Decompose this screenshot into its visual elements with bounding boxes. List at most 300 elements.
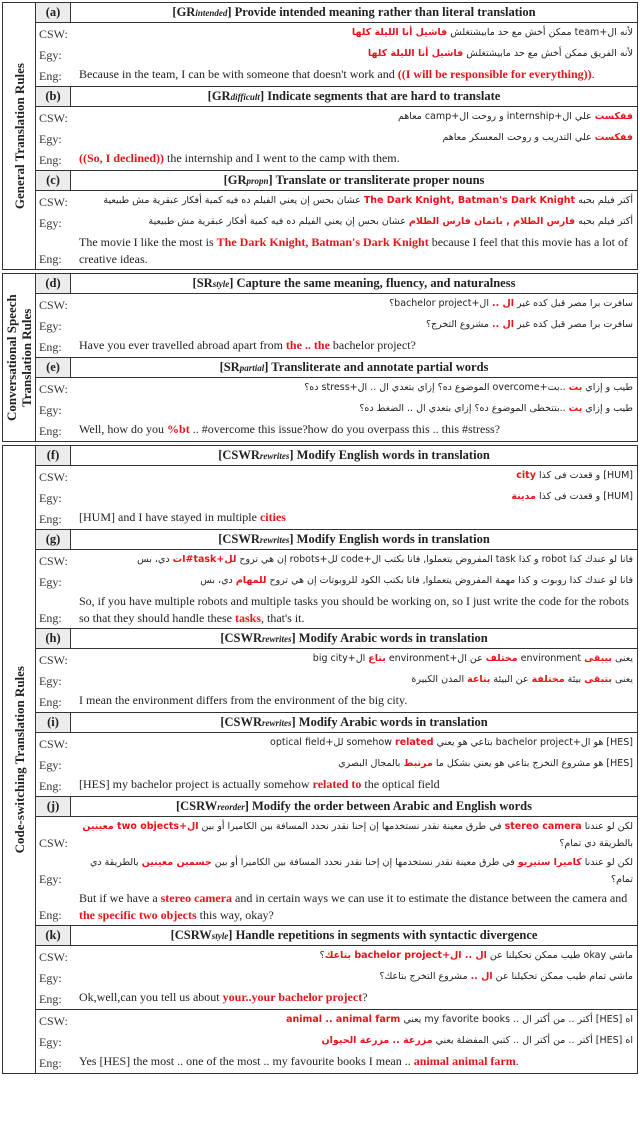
rule-subscript: partial — [239, 363, 265, 373]
text-segment: لل+optical field — [270, 737, 347, 748]
rule-tag: [GR — [223, 173, 247, 187]
text-segment: bachelor project? — [329, 338, 416, 352]
row-label: CSW: — [39, 950, 68, 964]
highlighted-segment: animal .. animal farm — [286, 1014, 401, 1025]
text-segment: [HES] هو ال+bachelor project بتاعي هو يعني somehow — [346, 737, 633, 748]
row-label: Eng: — [39, 424, 62, 438]
rule-tag: [CSWR — [220, 631, 262, 645]
text-segment: لكن لو عندنا — [581, 857, 633, 868]
row-text — [79, 467, 637, 486]
section-id: (d) — [36, 274, 71, 293]
text-segment: فانا لو عندك كذا robot و كذا task المفروض يتعملوا, فانا بكتب ال+code لل+robots إن هي تروح — [236, 554, 633, 565]
example-row — [36, 212, 637, 233]
rule-subscript: intended — [195, 8, 228, 18]
row-label: Eng: — [39, 908, 62, 922]
section-id: (f) — [36, 446, 71, 465]
row-text — [79, 213, 637, 232]
row-text — [79, 24, 637, 43]
highlighted-segment: related to — [312, 777, 362, 791]
row-text — [79, 337, 637, 356]
section-id: (g) — [36, 530, 71, 549]
example-row — [36, 550, 637, 571]
rule-section — [36, 170, 637, 269]
text-segment: عن البيئة — [490, 674, 532, 685]
text-segment: ال+bachelor project؟ — [389, 298, 492, 309]
highlighted-segment: بتاع — [368, 653, 386, 664]
rule-subscript: propn — [246, 176, 269, 186]
highlighted-segment: city — [516, 470, 536, 481]
text-segment: عشان بحس إن يعني الفيلم ده فيه كمية أفكار عبقرية مش طبيعية — [103, 195, 364, 206]
row-text — [79, 890, 637, 924]
rule-description: ] Modify Arabic words in translation — [291, 631, 488, 645]
text-segment: اه [HES] أكتر .. من أكتر ال .. my favorite books يعني — [400, 1014, 633, 1025]
row-text — [79, 1032, 637, 1051]
translation-rules-table — [2, 2, 638, 1077]
text-segment: ماشي تمام طيب ممكن تحكيلنا عن — [492, 971, 633, 982]
highlighted-segment: لل+task#ات — [172, 554, 237, 565]
rule-section — [36, 274, 637, 357]
section-header — [36, 357, 637, 378]
row-text — [79, 150, 637, 169]
section-title — [71, 629, 637, 648]
row-text — [79, 989, 637, 1008]
rule-section — [36, 3, 637, 86]
text-segment: بالطريقة دي تمام؟ — [90, 857, 633, 885]
rule-section — [36, 628, 637, 712]
text-segment: I mean the environment differs from the environment of the big city. — [79, 693, 408, 707]
row-label: CSW: — [39, 111, 68, 125]
text-segment: مشروع التخرج بتاعك؟ — [379, 971, 471, 982]
highlighted-segment: ففكست — [594, 111, 633, 122]
row-label: CSW: — [39, 737, 68, 751]
text-segment: مشروع التخرج؟ — [425, 319, 492, 330]
text-segment: this way, okay? — [196, 908, 274, 922]
section-header — [36, 796, 637, 817]
row-label: CSW: — [39, 298, 68, 312]
text-segment: Yes [HES] the most .. one of the most .. my favourite books I mean .. — [79, 1054, 414, 1068]
highlighted-segment: كاميرا ستيريو — [517, 857, 582, 868]
row-text — [79, 776, 637, 795]
text-segment: Have you ever travelled abroad apart from — [79, 338, 286, 352]
example-row — [36, 670, 637, 691]
highlighted-segment: فاشيل أنا الليلة كلها — [351, 27, 448, 38]
text-segment: سافرت برا مصر قبل كده غير — [514, 298, 633, 309]
rule-description: ] Modify English words in translation — [289, 448, 490, 462]
text-segment: the internship and I went to the camp with them. — [164, 151, 400, 165]
text-segment: The movie I like the most is — [79, 235, 217, 249]
highlighted-segment: مختلفة — [531, 674, 565, 685]
rule-description: ] Transliterate and annotate partial words — [264, 360, 489, 374]
rule-description: ] Modify Arabic words in translation — [291, 715, 488, 729]
row-text — [79, 129, 637, 148]
example-row — [36, 149, 637, 170]
rule-section — [36, 86, 637, 170]
text-segment: and in certain ways we can use it to estimate the distance between the camera and — [232, 891, 628, 905]
highlighted-segment: مدينة — [511, 491, 536, 502]
example-row — [36, 967, 637, 988]
row-text — [79, 400, 637, 419]
row-label: Egy: — [39, 132, 62, 146]
rule-tag: [CSWR — [218, 448, 260, 462]
highlighted-segment: cities — [259, 510, 286, 524]
highlighted-segment: مختلف — [485, 653, 518, 664]
rule-description: ] Capture the same meaning, fluency, and naturalness — [229, 276, 516, 290]
highlighted-segment: بت — [568, 382, 583, 393]
row-text — [79, 947, 637, 966]
rule-description: ] Handle repetitions in segments with syntactic divergence — [228, 928, 538, 942]
text-segment: So, if you have multiple robots and multiple tasks you should be working on, so I just write the code for the robots so that they should handle these — [79, 594, 629, 625]
row-text — [79, 108, 637, 127]
rule-group — [2, 273, 638, 442]
text-segment: بيئة — [564, 674, 585, 685]
text-segment: علي التدريب و روحت المعسكر معاهم — [442, 132, 595, 143]
highlighted-segment: ال+two objects معينين — [82, 821, 199, 832]
example-row — [36, 988, 637, 1009]
highlighted-segment: stereo camera — [160, 891, 233, 905]
highlighted-segment: %bt — [167, 422, 190, 436]
text-segment: بالمجال البصري — [338, 758, 404, 769]
row-label: Egy: — [39, 1035, 62, 1049]
section-title — [71, 358, 637, 377]
row-text — [79, 192, 637, 211]
highlighted-segment: tasks — [234, 611, 261, 625]
row-label: Eng: — [39, 1056, 62, 1070]
text-segment: أكتر فيلم بحبه — [575, 216, 633, 227]
example-row — [36, 775, 637, 796]
section-id: (k) — [36, 926, 71, 945]
rule-subscript: difficult — [230, 92, 260, 102]
example-row — [36, 128, 637, 149]
section-title — [71, 446, 637, 465]
section-title — [71, 3, 637, 22]
text-segment: Well, how do you — [79, 422, 168, 436]
section-title — [71, 713, 637, 732]
example-row — [36, 592, 637, 628]
highlighted-segment: جسمين معينين — [141, 857, 212, 868]
text-segment: ..بتتخطى الموضوع ده؟ إزاي بتعدي ال .. الضغط ده؟ — [359, 403, 569, 414]
example-row — [36, 649, 637, 670]
example-row — [36, 191, 637, 212]
example-row — [36, 378, 637, 399]
section-header — [36, 3, 637, 23]
row-text — [79, 421, 637, 440]
highlighted-segment: بتبقى — [584, 674, 612, 685]
highlighted-segment: مرتبط — [403, 758, 433, 769]
text-segment: سافرت برا مصر قبل كده غير — [514, 319, 633, 330]
example-row — [36, 571, 637, 592]
row-label: CSW: — [39, 27, 68, 41]
example-row — [36, 315, 637, 336]
row-label: Eng: — [39, 512, 62, 526]
text-segment: [HES] my bachelor project is actually somehow — [79, 777, 313, 791]
example-row — [36, 420, 637, 441]
row-text — [79, 1011, 637, 1030]
rule-subscript: rewrites — [259, 535, 290, 545]
row-text — [79, 650, 637, 669]
highlighted-segment: your..your bachelor project — [222, 990, 363, 1004]
row-label: CSW: — [39, 653, 68, 667]
row-label: Egy: — [39, 872, 62, 886]
row-label: Eng: — [39, 992, 62, 1006]
text-segment: بالطريقة دي تمام؟ — [559, 838, 633, 849]
row-text — [79, 818, 637, 852]
row-label: Egy: — [39, 491, 62, 505]
row-label: Eng: — [39, 340, 62, 354]
text-segment: ال+big city — [312, 653, 369, 664]
group-body — [36, 446, 637, 1073]
highlighted-segment: The Dark Knight, Batman's Dark Knight — [363, 195, 576, 206]
section-id: (c) — [36, 171, 71, 190]
row-text — [79, 45, 637, 64]
example-row — [36, 294, 637, 315]
example-row — [36, 946, 637, 967]
section-header — [36, 170, 637, 191]
row-label: Eng: — [39, 695, 62, 709]
section-title — [71, 797, 637, 816]
section-header — [36, 529, 637, 550]
example-row — [36, 1052, 637, 1073]
text-segment: [HES] هو مشروع التخرج بتاعي هو يعني بشكل ما — [432, 758, 633, 769]
row-text — [79, 671, 637, 690]
rule-subscript: style — [212, 279, 230, 289]
rule-description: ] Modify English words in translation — [289, 532, 490, 546]
rule-tag: [CSRW — [175, 799, 218, 813]
text-segment: المدن الكبيرة — [411, 674, 468, 685]
text-segment: أكتر فيلم بحبه — [575, 195, 633, 206]
rule-subscript: rewrites — [259, 451, 290, 461]
example-row — [36, 65, 637, 86]
section-id: (b) — [36, 87, 71, 106]
text-segment: ماشي okay طيب ممكن تحكيلنا عن — [486, 950, 633, 961]
text-segment: طيب و إزاي — [582, 403, 633, 414]
row-text — [79, 755, 637, 774]
highlighted-segment: ففكست — [594, 132, 633, 143]
text-segment: [HUM] و قعدت فى كذا — [535, 491, 633, 502]
text-segment: [HUM] and I have stayed in multiple — [79, 510, 260, 524]
section-header — [36, 274, 637, 294]
rule-group — [2, 445, 638, 1074]
row-label: CSW: — [39, 470, 68, 484]
highlighted-segment: ال .. — [470, 971, 493, 982]
row-text — [79, 551, 637, 570]
section-id: (e) — [36, 358, 71, 377]
rule-section — [36, 1009, 637, 1073]
section-id: (h) — [36, 629, 71, 648]
row-label: CSW: — [39, 1014, 68, 1028]
row-label: Egy: — [39, 758, 62, 772]
highlighted-segment: بت — [568, 403, 583, 414]
text-segment: . — [591, 67, 595, 81]
section-id: (a) — [36, 3, 71, 22]
highlighted-segment: بتاعة — [467, 674, 491, 685]
example-row — [36, 853, 637, 889]
group-body — [36, 3, 637, 269]
rule-tag: [GR — [172, 5, 196, 19]
section-header — [36, 86, 637, 107]
text-segment: [HUM] و قعدت فى كذا — [535, 470, 633, 481]
section-title — [71, 274, 637, 293]
example-row — [36, 107, 637, 128]
text-segment: . — [515, 1054, 519, 1068]
row-text — [79, 854, 637, 888]
row-label: Egy: — [39, 48, 62, 62]
row-text — [79, 509, 637, 528]
text-segment: يعنى — [611, 674, 633, 685]
row-label: CSW: — [39, 554, 68, 568]
highlighted-segment: ال .. ال+bachelor project بتاعك — [324, 950, 487, 961]
row-text — [79, 234, 637, 268]
text-segment: اه [HES] أكتر .. من أكتر ال .. كتبي المفضلة يعني — [432, 1035, 633, 1046]
group-label — [3, 446, 36, 1073]
row-label: CSW: — [39, 382, 68, 396]
example-row — [36, 233, 637, 269]
section-title — [71, 87, 637, 106]
row-text — [79, 488, 637, 507]
example-row — [36, 466, 637, 487]
example-row — [36, 691, 637, 712]
row-label: Egy: — [39, 216, 62, 230]
section-header — [36, 628, 637, 649]
text-segment: يعنى — [611, 653, 633, 664]
text-segment: علي ال+internship و روحت ال+camp معاهم — [397, 111, 595, 122]
row-label: Egy: — [39, 403, 62, 417]
example-row — [36, 23, 637, 44]
highlighted-segment: مزرعة .. مزرعة الحيوان — [321, 1035, 433, 1046]
text-segment: environment — [517, 653, 585, 664]
section-header — [36, 925, 637, 946]
highlighted-segment: ال .. — [492, 319, 515, 330]
example-row — [36, 889, 637, 925]
rule-description: ] Indicate segments that are hard to translate — [259, 89, 501, 103]
rule-subscript: reorder — [217, 802, 245, 812]
rule-section — [36, 925, 637, 1009]
row-text — [79, 692, 637, 711]
example-row — [36, 817, 637, 853]
text-segment: Ok,well,can you tell us about — [79, 990, 223, 1004]
section-header — [36, 446, 637, 466]
section-title — [71, 530, 637, 549]
text-segment: ؟ — [319, 950, 325, 961]
rule-section — [36, 712, 637, 796]
highlighted-segment: The Dark Knight, Batman's Dark Knight — [216, 235, 429, 249]
example-row — [36, 487, 637, 508]
example-row — [36, 754, 637, 775]
highlighted-segment: stereo camera — [504, 821, 582, 832]
row-text — [79, 734, 637, 753]
example-row — [36, 1031, 637, 1052]
rule-tag: [CSWR — [220, 715, 262, 729]
text-segment: ..بت+overcome الموضوع ده؟ إزاي بتعدي ال .. ال+stress ده؟ — [304, 382, 569, 393]
row-text — [79, 593, 637, 627]
rule-description: ] Translate or transliterate proper nouns — [268, 173, 485, 187]
rule-tag: [SR — [192, 276, 213, 290]
text-segment: فانا لو عندك كذا روبوت و كذا مهمة المفروض يتعملوا, فانا بكتب الكود للروبوتات إن هي تروح — [266, 575, 633, 586]
row-text — [79, 295, 637, 314]
row-label: Egy: — [39, 674, 62, 688]
rule-description: ] Provide intended meaning rather than literal translation — [227, 5, 536, 19]
highlighted-segment: للمهام — [235, 575, 267, 586]
text-segment: لكن لو عندنا — [581, 821, 633, 832]
row-label: Egy: — [39, 575, 62, 589]
text-segment: في طرق معينة نقدر نستخدمها إن إحنا نقدر نحدد المسافة بين الكاميرا أو بين — [198, 821, 505, 832]
row-text — [79, 968, 637, 987]
text-segment: , that's it. — [261, 611, 305, 625]
section-title — [71, 926, 637, 945]
row-text — [79, 379, 637, 398]
highlighted-segment: animal animal farm — [413, 1054, 516, 1068]
section-id: (j) — [36, 797, 71, 816]
text-segment: the optical field — [361, 777, 440, 791]
section-title — [71, 171, 637, 190]
text-segment: في طرق معينة نقدر نستخدمها إن إحنا نقدر نحدد المسافة بين الكاميرا أو بين — [211, 857, 518, 868]
text-segment: دي، بس — [137, 554, 173, 565]
row-text — [79, 316, 637, 335]
row-label: Egy: — [39, 971, 62, 985]
example-row — [36, 336, 637, 357]
highlighted-segment: ((So, I declined)) — [79, 151, 164, 165]
text-segment: Because in the team, I can be with someone that doesn't work and — [79, 67, 398, 81]
highlighted-segment: ((I will be responsible for everything)) — [397, 67, 592, 81]
rule-description: ] Modify the order between Arabic and English words — [244, 799, 532, 813]
group-label-text: Code-switching Translation Rules — [11, 665, 27, 854]
text-segment: ? — [362, 990, 368, 1004]
row-text — [79, 66, 637, 85]
rule-group — [2, 2, 638, 270]
text-segment: دي، بس — [200, 575, 236, 586]
text-segment: because I feel that this movie has a lot of creative ideas. — [79, 235, 628, 266]
text-segment: عشان بحس إن يعني الفيلم ده فيه كمية أفكار عبقرية مش طبيعية — [148, 216, 409, 227]
rule-tag: [GR — [207, 89, 231, 103]
row-label: Eng: — [39, 69, 62, 83]
rule-section — [36, 446, 637, 529]
text-segment: .. #overcome this issue?how do you overpass this .. this #stress? — [189, 422, 500, 436]
example-row — [36, 733, 637, 754]
rule-tag: [SR — [219, 360, 240, 374]
highlighted-segment: فاشيل أنا الليلة كلها — [367, 48, 464, 59]
text-segment: عن ال+environment — [385, 653, 486, 664]
text-segment: طيب و إزاي — [582, 382, 633, 393]
row-label: CSW: — [39, 195, 68, 209]
highlighted-segment: related — [395, 737, 434, 748]
example-row — [36, 1010, 637, 1031]
rule-subscript: style — [211, 931, 229, 941]
text-segment: لأنه ال+team ممكن أخش مع حد مابيشتغلش — [447, 27, 633, 38]
example-row — [36, 399, 637, 420]
rule-section — [36, 529, 637, 628]
group-label-text: General Translation Rules — [11, 62, 27, 210]
text-segment: But if we have a — [79, 891, 161, 905]
group-label-text: Conversational Speech Translation Rules — [4, 294, 34, 421]
rule-subscript: rewrites — [261, 634, 292, 644]
section-header — [36, 712, 637, 733]
row-label: CSW: — [39, 836, 68, 850]
highlighted-segment: the specific two objects — [79, 908, 197, 922]
group-label — [3, 274, 36, 441]
highlighted-segment: ال .. — [492, 298, 515, 309]
rule-tag: [CSRW — [170, 928, 212, 942]
row-label: Egy: — [39, 319, 62, 333]
highlighted-segment: the .. the — [285, 338, 330, 352]
row-label: Eng: — [39, 153, 62, 167]
section-id: (i) — [36, 713, 71, 732]
rule-section — [36, 796, 637, 925]
row-label: Eng: — [39, 611, 62, 625]
example-row — [36, 508, 637, 529]
rule-subscript: rewrites — [261, 718, 292, 728]
group-label — [3, 3, 36, 269]
row-label: Eng: — [39, 252, 62, 266]
example-row — [36, 44, 637, 65]
